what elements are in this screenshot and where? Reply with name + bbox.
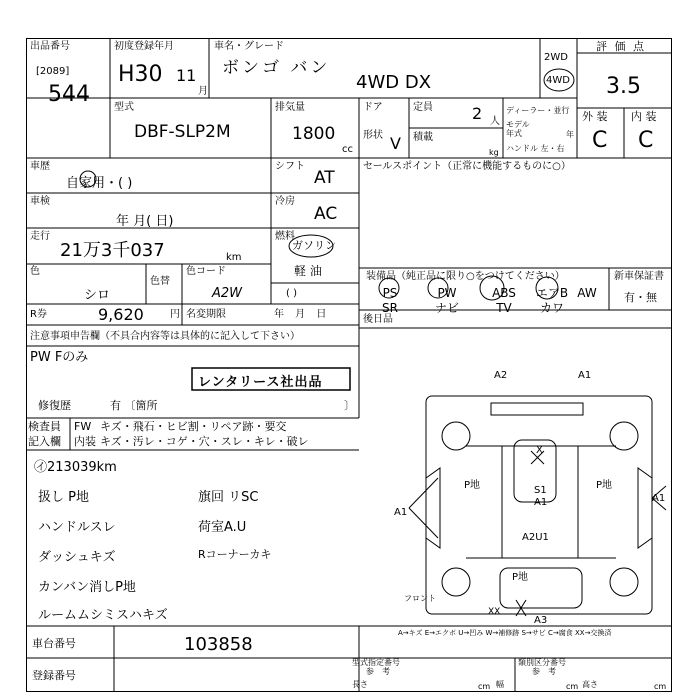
interior-grade: C	[638, 128, 654, 153]
lot-number: 544	[48, 82, 90, 107]
equip-abs: ABS	[492, 286, 516, 300]
equip-ps: PS	[382, 286, 398, 300]
inspector-note-3: ハンドルスレ	[38, 520, 116, 535]
interior-insp-label: 内装	[74, 435, 96, 448]
inspector-label-1: 検査員	[28, 420, 61, 433]
color-label: 色	[30, 266, 40, 277]
capacity-label: 定員	[413, 102, 433, 113]
shift-label: シフト	[275, 161, 305, 172]
fw-items: キズ・飛石・ヒビ割・リペア跡・要交	[100, 420, 287, 433]
reg-number-label: 登録番号	[32, 669, 76, 682]
equip-sr: SR	[382, 301, 398, 315]
handle-label: ハンドル 左・右	[506, 144, 565, 153]
equipment-label: 装備品（純正品に限り○をつけてください）	[366, 271, 565, 282]
fw-label: FW	[74, 420, 92, 433]
drive-2wd: 2WD	[544, 52, 568, 63]
diagram-mark: A1	[578, 370, 592, 381]
inspector-note-5: カンバン消しP地	[38, 580, 136, 595]
height-label: 高さ	[582, 680, 598, 689]
ac-label: 冷房	[275, 196, 295, 207]
width-label: 幅	[496, 680, 504, 689]
km-unit: km	[226, 252, 242, 263]
shaken-value: 年 月( 日)	[116, 214, 174, 229]
name-change-value: 年 月 日	[274, 309, 327, 320]
diagram-mark: A3	[534, 615, 548, 626]
mileage-value: 21万3千037	[60, 240, 165, 261]
recycle-value: 9,620	[98, 305, 144, 324]
diagram-mark: XX	[488, 607, 501, 617]
fuel-label: 燃料	[275, 231, 295, 242]
chassis-label: 車台番号	[32, 637, 76, 650]
front-label: フロント	[404, 594, 436, 603]
equip-airbag: エアB	[535, 286, 569, 300]
usage-label: 車歴	[30, 161, 50, 172]
repair-history-value: 有 〔箇所	[110, 399, 158, 412]
capacity: 2	[472, 104, 483, 123]
length-unit: cm	[478, 682, 491, 691]
type-spec-ref: 参 考	[366, 667, 390, 676]
name-change-label: 名変期限	[186, 309, 226, 320]
load-label: 積載	[413, 132, 433, 143]
diagram-mark: A1	[394, 507, 408, 518]
class-label: 類別区分番号	[518, 658, 566, 667]
length-label: 長さ	[352, 680, 368, 689]
color-change-label: 色替	[150, 276, 170, 287]
equip-navi: ナビ	[434, 301, 459, 315]
repair-history-label: 修復歴	[38, 399, 71, 412]
car-name: ボンゴ バン	[222, 58, 331, 78]
inspector-note-2: 扱し P地	[38, 490, 89, 505]
body-shape: V	[390, 134, 401, 153]
car-grade: 4WD DX	[356, 72, 432, 93]
color-code-value: A2W	[212, 286, 243, 301]
class-ref: 参 考	[532, 667, 556, 676]
type-spec-label: 型式指定番号	[352, 658, 400, 667]
first-reg-month: 11	[176, 66, 197, 85]
diagram-mark: P地	[512, 572, 529, 583]
color-value: シロ	[84, 288, 111, 303]
equip-pw: PW	[437, 286, 457, 300]
exterior-grade: C	[592, 128, 608, 153]
car-name-label: 車名・グレード	[214, 41, 284, 52]
load-unit: kg	[489, 148, 499, 157]
lot-number-label: 出品番号	[30, 41, 70, 52]
chassis-number: 103858	[184, 634, 253, 655]
notes-label: 注意事項申告欄（不具合内容等は具体的に記入して下さい）	[30, 331, 300, 342]
diagram-mark: A2	[494, 370, 508, 381]
year-unit: 年	[566, 130, 574, 139]
width-unit: cm	[566, 682, 579, 691]
equip-leather: カワ	[539, 301, 564, 315]
doors-label: ドア	[363, 102, 383, 113]
repair-history-close: 〕	[344, 399, 355, 412]
diagram-mark: X	[536, 445, 543, 456]
selling-points-label: セールスポイント（正常に機能するものに○）	[363, 161, 571, 172]
first-reg-label: 初度登録年月	[114, 41, 174, 52]
rental-lease-stamp: レンタリース社出品	[198, 375, 323, 390]
mileage-label: 走行	[30, 231, 50, 242]
fuel-other: ( )	[286, 288, 297, 299]
model-year-label: モデル 年式	[506, 120, 530, 138]
equipment-row-2	[374, 297, 604, 316]
exterior-label: 外 装	[582, 110, 608, 123]
interior-label: 内 装	[631, 110, 657, 123]
auction-sheet	[26, 38, 672, 692]
notes-text: PW Fのみ	[30, 350, 89, 365]
capacity-unit: 人	[490, 116, 500, 127]
recycle-label: R券	[30, 309, 47, 320]
first-reg-era-year: H30	[118, 62, 163, 87]
lot-sub-number: [2089]	[36, 66, 70, 77]
diagram-mark: A1	[652, 493, 666, 504]
rear-seat-label: 後日品	[363, 314, 393, 325]
displacement-label: 排気量	[275, 102, 305, 113]
model-code: DBF-SLP2M	[134, 122, 231, 142]
interior-items: キズ・汚レ・コゲ・穴・スレ・キレ・破レ	[100, 435, 309, 448]
equip-tv: TV	[496, 301, 512, 315]
inspector-note-right-2: 荷室A.U	[198, 520, 247, 535]
shift-value: AT	[314, 168, 335, 188]
ac-value: AC	[314, 204, 338, 224]
displacement: 1800	[292, 124, 336, 144]
dealer-label: ディーラー・並行	[506, 106, 570, 115]
inspector-note-right-1: 旗回 リSC	[198, 490, 259, 505]
diagram-mark: P地	[596, 480, 613, 491]
yen-unit: 円	[170, 309, 180, 320]
month-unit: 月	[198, 86, 208, 97]
inspector-note-6: ルームムシミスハキズ	[38, 608, 168, 623]
fuel-diesel: 軽 油	[294, 264, 322, 278]
color-code-label: 色コード	[186, 266, 226, 277]
usage-value: 自家用・( )	[66, 176, 133, 191]
diagram-mark: P地	[464, 480, 481, 491]
inspector-label-2: 記入欄	[28, 435, 61, 448]
diagram-mark: A1	[534, 497, 548, 508]
model-label: 型式	[114, 102, 134, 113]
shape-label: 形状	[363, 130, 383, 141]
diagram-mark: S1	[534, 485, 547, 496]
warranty-value: 有・無	[624, 291, 657, 304]
damage-legend: A→キズ E→エクボ U→凹み W→補修跡 S→サビ C→腐食 XX→交換済	[398, 629, 612, 637]
warranty-label: 新車保証書	[614, 271, 664, 282]
equip-aw: AW	[577, 286, 597, 300]
height-unit: cm	[654, 682, 667, 691]
inspector-note-4: ダッシュキズ	[38, 550, 116, 565]
shaken-label: 車検	[30, 196, 50, 207]
rating-value: 3.5	[606, 74, 641, 99]
rating-label: 評 価 点	[596, 40, 646, 53]
inspector-note-right-3: Rコーナーカキ	[198, 548, 272, 561]
diagram-mark: A2U1	[522, 532, 549, 543]
fuel-gasoline: ガソリン	[292, 239, 336, 252]
cc-unit: cc	[342, 144, 353, 155]
inspector-note-1: ㋑213039km	[34, 460, 117, 475]
drive-4wd: 4WD	[546, 75, 570, 86]
